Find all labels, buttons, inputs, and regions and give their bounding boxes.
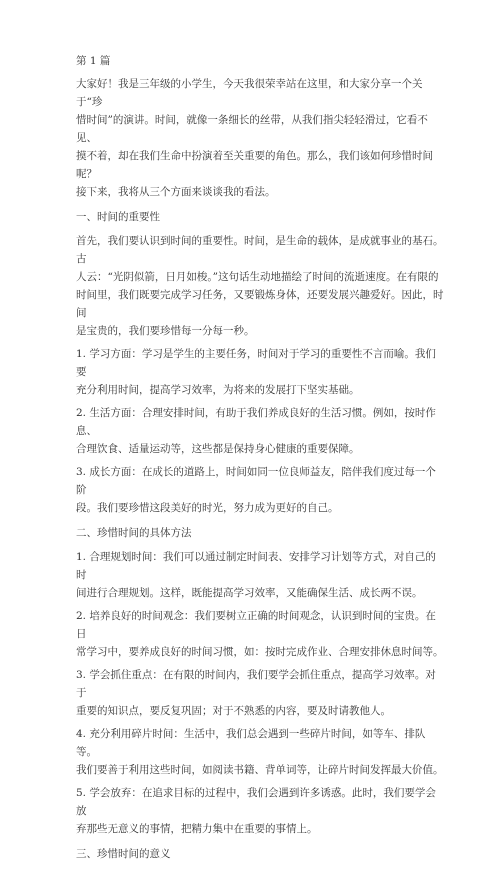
document-title: 第 1 篇 <box>76 55 111 67</box>
section-heading-3: 三、珍惜时间的意义 <box>76 848 171 860</box>
item-line: 段。我们要珍惜这段美好的时光，努力成为更好的自己。 <box>76 502 339 514</box>
item-line: 3. 成长方面：在成长的道路上，时间如同一位良师益友，陪伴我们度过每一个阶 <box>76 466 436 496</box>
item-line: 3. 学会抓住重点：在有限的时间内，我们要学会抓住重点，提高学习效率。对于 <box>76 669 436 699</box>
item-line: 5. 学会放弃：在追求目标的过程中，我们会遇到许多诱惑。此时，我们要学会放 <box>76 787 436 817</box>
item-line: 1. 学习方面：学习是学生的主要任务，时间对于学习的重要性不言而喻。我们要 <box>76 348 436 378</box>
section2-item-4 <box>76 725 444 779</box>
item-line: 间进行合理规划。这样，既能提高学习效率，又能确保生活、成长两不误。 <box>76 587 423 599</box>
intro-line: 接下来，我将从三个方面来谈谈我的看法。 <box>76 186 276 198</box>
item-line: 我们要善于利用这些时间，如阅读书籍、背单词等，让碎片时间发挥最大价值。 <box>76 764 444 776</box>
item-line: 2. 培养良好的时间观念：我们要树立正确的时间观念，认识到时间的宝贵。在日 <box>76 610 436 640</box>
intro-paragraph <box>76 75 444 201</box>
section2-item-3 <box>76 666 444 720</box>
item-line: 2. 生活方面：合理安排时间，有助于我们养成良好的生活习惯。例如，按时作息、 <box>76 407 436 437</box>
item-line: 1. 合理规划时间：我们可以通过制定时间表、安排学习计划等方式，对自己的时 <box>76 551 436 581</box>
section-heading-1: 一、时间的重要性 <box>76 211 160 223</box>
section2-item-1 <box>76 548 444 602</box>
section1-item-3 <box>76 463 444 517</box>
item-line: 合理饮食、适量运动等，这些都是保持身心健康的重要保障。 <box>76 443 360 455</box>
document-page <box>76 52 444 869</box>
section1-item-1 <box>76 345 444 399</box>
section2-item-5 <box>76 784 444 838</box>
section1-line: 是宝贵的，我们要珍惜每一分每一秒。 <box>76 325 255 337</box>
item-line: 弃那些无意义的事情，把精力集中在重要的事情上。 <box>76 823 318 835</box>
section1-paragraph <box>76 232 444 340</box>
item-line: 4. 充分利用碎片时间：生活中，我们总会遇到一些碎片时间，如等车、排队等。 <box>76 728 426 758</box>
item-line: 常学习中，要养成良好的时间习惯，如：按时完成作业、合理安排休息时间等。 <box>76 646 444 658</box>
intro-line: 大家好！我是三年级的小学生，今天我很荣幸站在这里，和大家分享一个关于“珍 <box>76 78 423 108</box>
intro-line: 惜时间”的演讲。时间，就像一条细长的丝带，从我们指尖轻轻滑过，它看不见、 <box>76 114 428 144</box>
section2-item-2 <box>76 607 444 661</box>
section1-item-2 <box>76 404 444 458</box>
item-line: 充分利用时间，提高学习效率，为将来的发展打下坚实基础。 <box>76 384 360 396</box>
section-heading-2: 二、珍惜时间的具体方法 <box>76 527 192 539</box>
intro-line: 摸不着，却在我们生命中扮演着至关重要的角色。那么，我们该如何珍惜时间呢？ <box>76 150 433 180</box>
item-line: 重要的知识点，要反复巩固；对于不熟悉的内容，要及时请教他人。 <box>76 705 391 717</box>
section1-line: 首先，我们要认识到时间的重要性。时间，是生命的载体，是成就事业的基石。古 <box>76 235 444 265</box>
section1-line: 时间里，我们既要完成学习任务，又要锻炼身体，还要发展兴趣爱好。因此，时间 <box>76 289 444 319</box>
section1-line: 人云：“光阴似箭，日月如梭。”这句话生动地描绘了时间的流逝速度。在有限的 <box>76 271 439 283</box>
